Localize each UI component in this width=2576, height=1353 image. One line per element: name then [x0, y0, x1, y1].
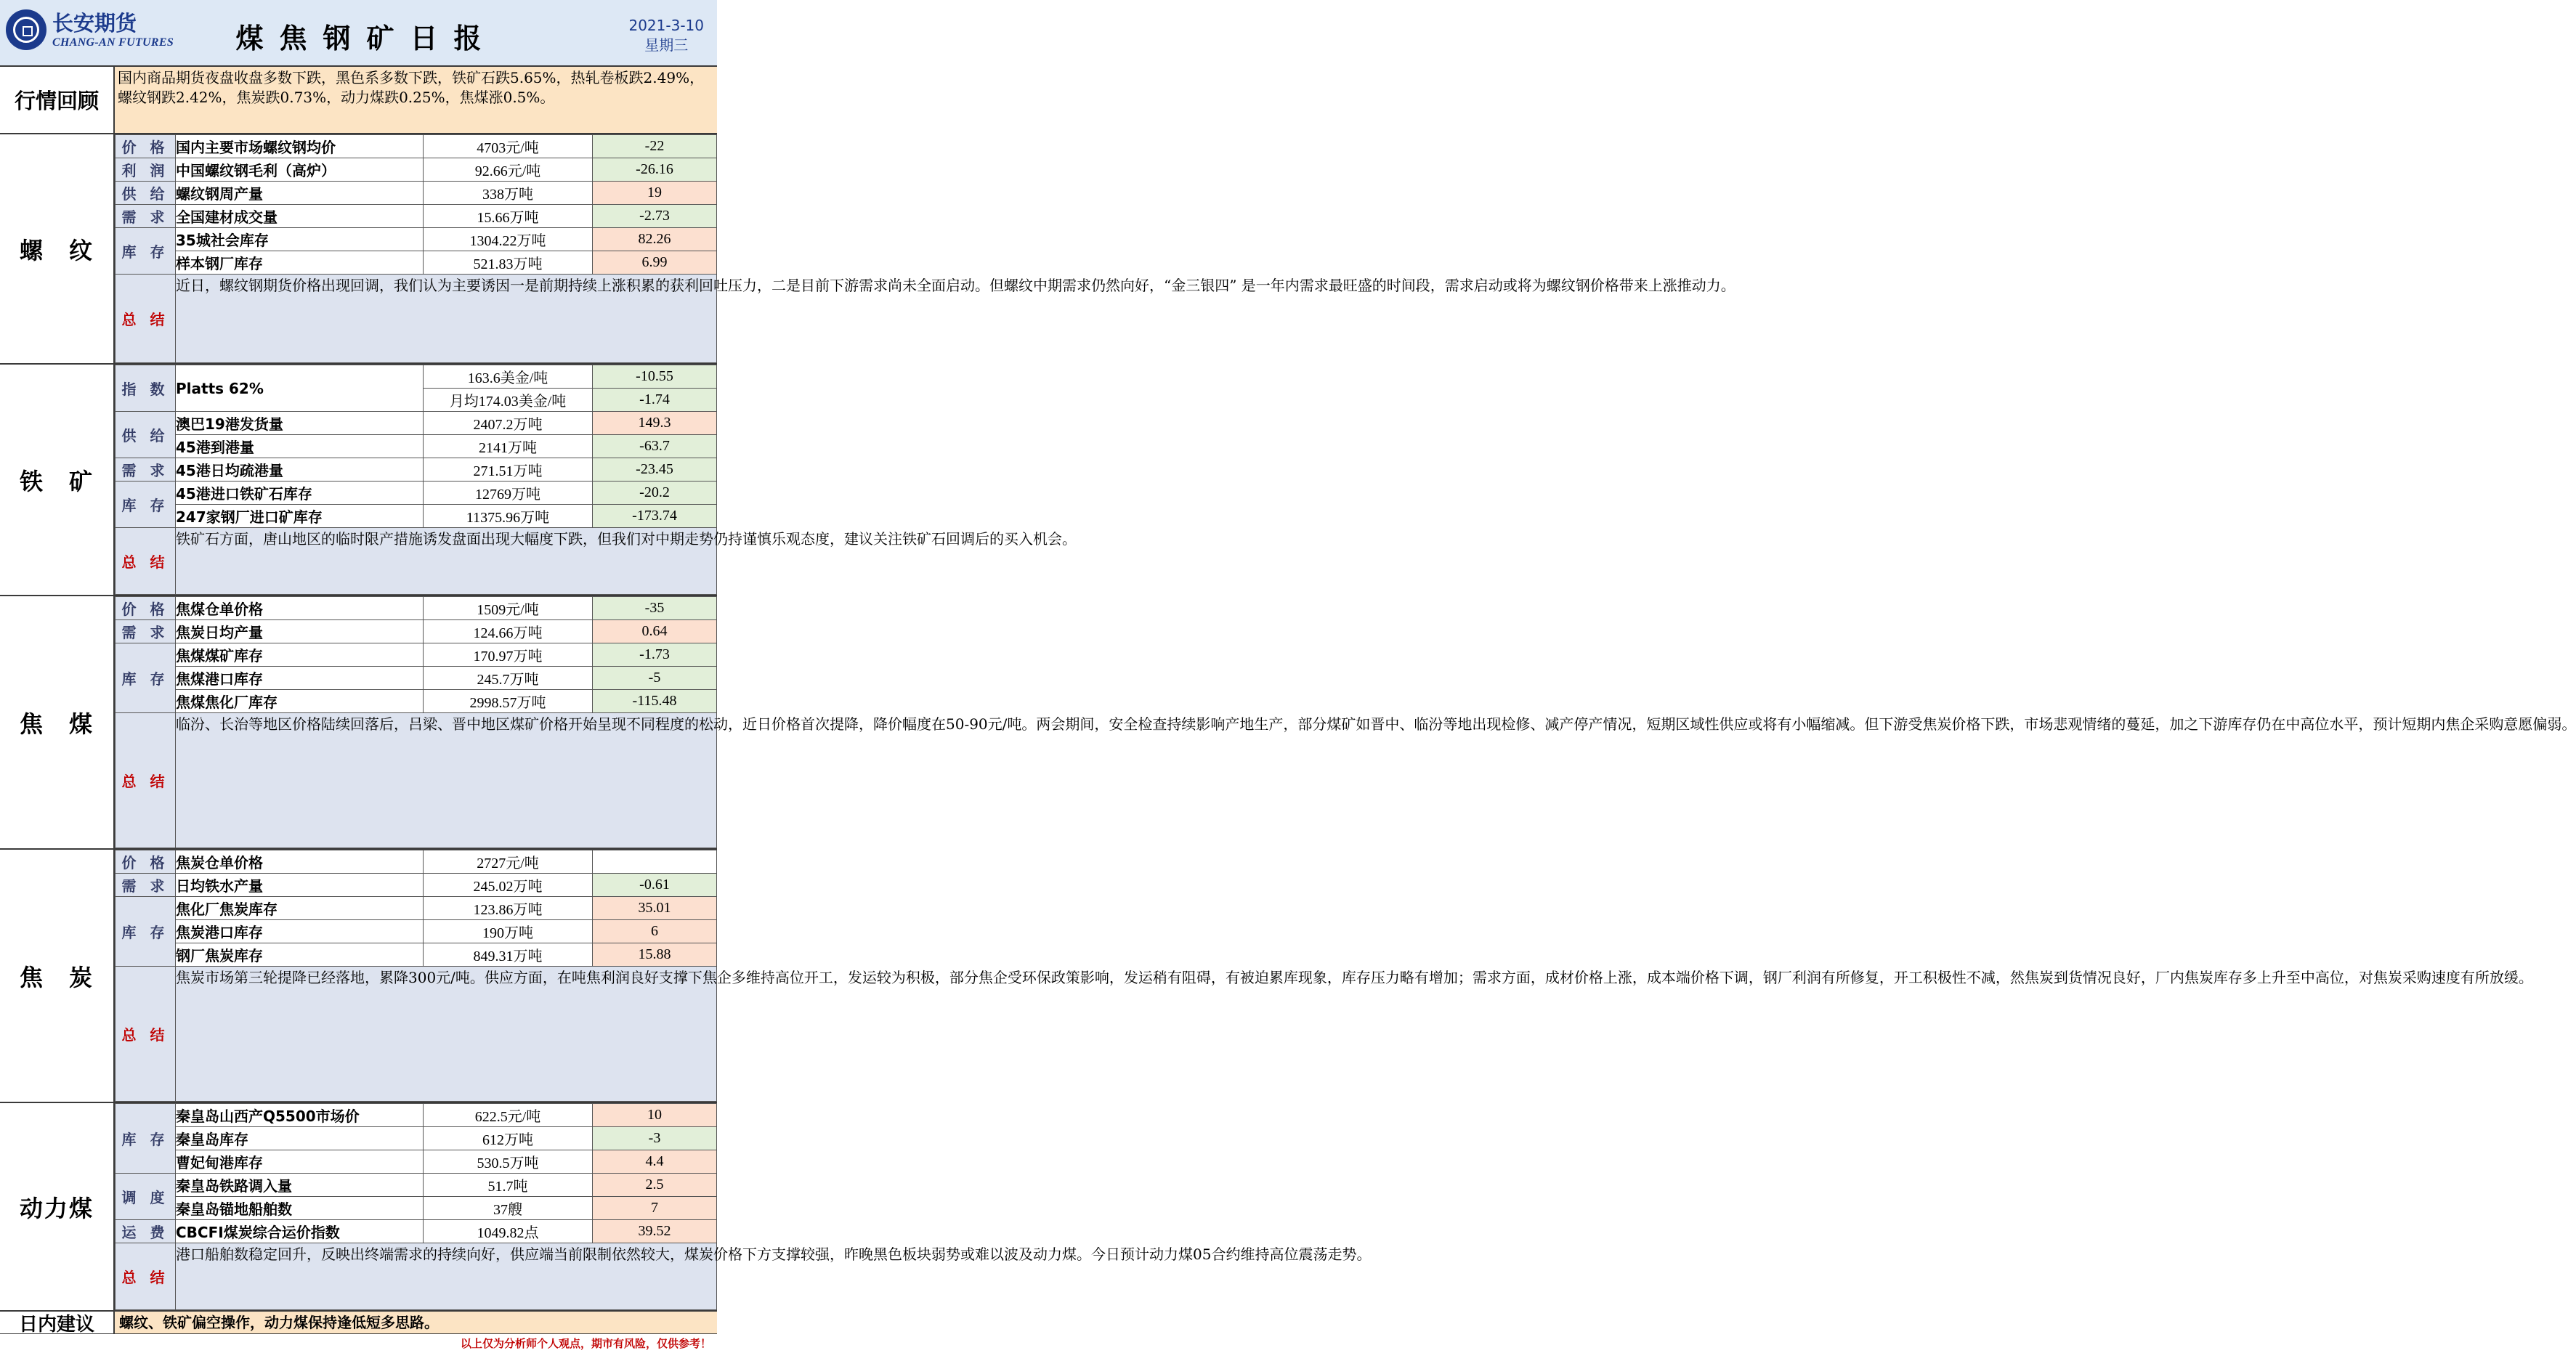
indicator-value: 12769万吨: [424, 482, 593, 505]
summary-text: 临汾、长治等地区价格陆续回落后，吕梁、晋中地区煤矿价格开始呈现不同程度的松动，近日价格首次提降，降价幅度在50-90元/吨。两会期间，安全检查持续影响产地生产，部分煤矿如晋中、临汾等地出现检修、减产停产情况，短期区域性供应或将有小幅缩减。但下游受焦炭价格下跌，市场悲观情绪的蔓延，加之下游库存仍在中高位水平，预计短期内焦企采购意愿偏弱。: [176, 713, 717, 848]
table-row: [116, 251, 717, 275]
indicator-change: 2.5: [593, 1174, 717, 1197]
weekday-text: 星期三: [644, 36, 689, 54]
market-review-label: 行情回顾: [0, 67, 115, 133]
indicator-change: -115.48: [593, 690, 717, 713]
indicator-change: -22: [593, 135, 717, 158]
indicator-name: 45港日均疏港量: [176, 458, 424, 482]
category-cell: 需 求: [116, 874, 176, 897]
indicator-change: [593, 850, 717, 874]
table-row: [116, 920, 717, 943]
indicator-change: -1.74: [593, 389, 717, 412]
category-cell: 利 润: [116, 158, 176, 182]
indicator-value: 1509元/吨: [424, 597, 593, 620]
indicator-value: 123.86万吨: [424, 897, 593, 920]
indicator-name: 焦煤煤矿库存: [176, 643, 424, 667]
indicator-name: 秦皇岛锚地船舶数: [176, 1197, 424, 1220]
indicator-change: 10: [593, 1104, 717, 1127]
indicator-name: 焦煤焦化厂库存: [176, 690, 424, 713]
indicator-change: 82.26: [593, 228, 717, 251]
intraday-advice: [0, 1312, 717, 1334]
indicator-name: 焦煤仓单价格: [176, 597, 424, 620]
indicator-value: 51.7吨: [424, 1174, 593, 1197]
indicator-change: 4.4: [593, 1150, 717, 1174]
section-rebar: [0, 134, 1735, 365]
indicator-value: 37艘: [424, 1197, 593, 1220]
indicator-change: -2.73: [593, 205, 717, 228]
section-coking-coal: [0, 596, 2576, 850]
summary-text: 铁矿石方面，唐山地区的临时限产措施诱发盘面出现大幅度下跌，但我们对中期走势仍持谨慎乐观态度，建议关注铁矿石回调后的买入机会。: [176, 528, 717, 595]
indicator-value: 2727元/吨: [424, 850, 593, 874]
category-cell: 供 给: [116, 182, 176, 205]
table-row: [116, 365, 717, 389]
indicator-change: -3: [593, 1127, 717, 1150]
indicator-change: 149.3: [593, 412, 717, 435]
indicator-name: 45港到港量: [176, 435, 424, 458]
indicator-change: 39.52: [593, 1220, 717, 1243]
indicator-change: 6: [593, 920, 717, 943]
report-header: [0, 0, 717, 67]
indicator-name: 焦炭仓单价格: [176, 850, 424, 874]
table-row: [116, 135, 717, 158]
table-row: [116, 1104, 717, 1127]
thermal-coal-table: [115, 1103, 1372, 1310]
report-title: 煤焦钢矿日报: [235, 23, 498, 54]
summary-label: 总 结: [116, 967, 176, 1102]
indicator-value: 530.5万吨: [424, 1150, 593, 1174]
indicator-name: CBCFI煤炭综合运价指数: [176, 1220, 424, 1243]
indicator-name: 35城社会库存: [176, 228, 424, 251]
coking-coal-table: [115, 596, 2576, 848]
table-row: [116, 458, 717, 482]
table-row: [116, 597, 717, 620]
summary-label: 总 结: [116, 528, 176, 595]
category-cell: 库 存: [116, 1104, 176, 1174]
indicator-name: 247家钢厂进口矿库存: [176, 505, 424, 528]
indicator-name: 中国螺纹钢毛利（高炉）: [176, 158, 424, 182]
report-date: [628, 16, 704, 55]
indicator-name: 全国建材成交量: [176, 205, 424, 228]
indicator-name: 螺纹钢周产量: [176, 182, 424, 205]
category-cell: 价 格: [116, 850, 176, 874]
indicator-change: -20.2: [593, 482, 717, 505]
indicator-name: 曹妃甸港库存: [176, 1150, 424, 1174]
table-row: [116, 943, 717, 967]
indicator-name: 澳巴19港发货量: [176, 412, 424, 435]
category-cell: 价 格: [116, 597, 176, 620]
table-row: [116, 1174, 717, 1197]
indicator-value: 170.97万吨: [424, 643, 593, 667]
summary-text: 港口船舶数稳定回升，反映出终端需求的持续向好，供应端当前限制依然较大，煤炭价格下方支撑较强，昨晚黑色板块弱势或难以波及动力煤。今日预计动力煤05合约维持高位震荡走势。: [176, 1243, 717, 1310]
indicator-value: 338万吨: [424, 182, 593, 205]
category-cell: 运 费: [116, 1220, 176, 1243]
indicator-change: 19: [593, 182, 717, 205]
table-row: [116, 412, 717, 435]
section-label: 铁 矿: [0, 365, 115, 595]
indicator-change: 35.01: [593, 897, 717, 920]
indicator-name: 焦化厂焦炭库存: [176, 897, 424, 920]
indicator-name: Platts 62%: [176, 365, 424, 412]
indicator-value: 521.83万吨: [424, 251, 593, 275]
indicator-name: 焦炭港口库存: [176, 920, 424, 943]
category-cell: 需 求: [116, 458, 176, 482]
indicator-name: 秦皇岛铁路调入量: [176, 1174, 424, 1197]
summary-row: [116, 713, 717, 848]
indicator-change: 15.88: [593, 943, 717, 967]
table-row: [116, 1220, 717, 1243]
section-thermal-coal: [0, 1103, 1372, 1312]
table-row: [116, 228, 717, 251]
table-row: [116, 897, 717, 920]
indicator-change: -23.45: [593, 458, 717, 482]
table-row: [116, 505, 717, 528]
summary-label: 总 结: [116, 1243, 176, 1310]
indicator-name: 日均铁水产量: [176, 874, 424, 897]
indicator-value: 月均174.03美金/吨: [424, 389, 593, 412]
category-cell: 调 度: [116, 1174, 176, 1220]
summary-row: [116, 528, 717, 595]
section-label: 螺 纹: [0, 134, 115, 363]
category-cell: 库 存: [116, 897, 176, 967]
iron-ore-table: [115, 365, 1077, 595]
indicator-change: -26.16: [593, 158, 717, 182]
table-row: [116, 850, 717, 874]
indicator-name: 秦皇岛山西产Q5500市场价: [176, 1104, 424, 1127]
table-row: [116, 643, 717, 667]
table-row: [116, 620, 717, 643]
section-iron-ore: [0, 365, 1077, 596]
indicator-value: 15.66万吨: [424, 205, 593, 228]
table-row: [116, 1127, 717, 1150]
indicator-change: -5: [593, 667, 717, 690]
summary-text: 焦炭市场第三轮提降已经落地，累降300元/吨。供应方面，在吨焦利润良好支撑下焦企多维持高位开工，发运较为积极，部分焦企受环保政策影响，发运稍有阻碍，有被迫累库现象，库存压力略有增加；需求方面，成材价格上涨，成本端价格下调，钢厂利润有所修复，开工积极性不减，然焦炭到货情况良好，厂内焦炭库存多上升至中高位，对焦炭采购速度有所放缓。: [176, 967, 717, 1102]
section-coke: [0, 850, 2533, 1103]
table-row: [116, 182, 717, 205]
table-row: [116, 874, 717, 897]
indicator-change: -0.61: [593, 874, 717, 897]
indicator-change: -1.73: [593, 643, 717, 667]
indicator-change: -35: [593, 597, 717, 620]
indicator-change: 7: [593, 1197, 717, 1220]
indicator-value: 1304.22万吨: [424, 228, 593, 251]
category-cell: 供 给: [116, 412, 176, 458]
section-label: 焦 煤: [0, 596, 115, 848]
indicator-value: 1049.82点: [424, 1220, 593, 1243]
summary-label: 总 结: [116, 713, 176, 848]
indicator-change: 6.99: [593, 251, 717, 275]
indicator-change: -10.55: [593, 365, 717, 389]
indicator-value: 622.5元/吨: [424, 1104, 593, 1127]
rebar-table: [115, 134, 1735, 363]
indicator-value: 2998.57万吨: [424, 690, 593, 713]
intraday-advice-label: 日内建议: [0, 1312, 115, 1333]
summary-row: [116, 967, 717, 1102]
section-label: 动力煤: [0, 1103, 115, 1310]
indicator-change: -173.74: [593, 505, 717, 528]
indicator-change: 0.64: [593, 620, 717, 643]
date-text: 2021-3-10: [628, 17, 704, 34]
indicator-name: 45港进口铁矿石库存: [176, 482, 424, 505]
table-row: [116, 690, 717, 713]
category-cell: 价 格: [116, 135, 176, 158]
summary-row: [116, 275, 717, 363]
market-review: [0, 67, 717, 134]
indicator-value: 245.7万吨: [424, 667, 593, 690]
indicator-value: 612万吨: [424, 1127, 593, 1150]
indicator-change: -63.7: [593, 435, 717, 458]
summary-row: [116, 1243, 717, 1310]
indicator-value: 2141万吨: [424, 435, 593, 458]
logo-english-name: CHANG-AN FUTURES: [52, 36, 174, 49]
category-cell: 指 数: [116, 365, 176, 412]
section-label: 焦 炭: [0, 850, 115, 1102]
indicator-name: 焦煤港口库存: [176, 667, 424, 690]
table-row: [116, 435, 717, 458]
indicator-name: 焦炭日均产量: [176, 620, 424, 643]
indicator-name: 国内主要市场螺纹钢均价: [176, 135, 424, 158]
table-row: [116, 1150, 717, 1174]
logo-chinese-name: 长安期货: [52, 11, 137, 36]
category-cell: 库 存: [116, 643, 176, 713]
indicator-value: 163.6美金/吨: [424, 365, 593, 389]
table-row: [116, 667, 717, 690]
indicator-value: 4703元/吨: [424, 135, 593, 158]
table-row: [116, 1197, 717, 1220]
disclaimer: 以上仅为分析师个人观点，期市有风险，仅供参考！: [460, 1337, 711, 1350]
coke-table: [115, 850, 2533, 1102]
indicator-value: 92.66元/吨: [424, 158, 593, 182]
market-review-text: 国内商品期货夜盘收盘多数下跌，黑色系多数下跌，铁矿石跌5.65%，热轧卷板跌2.49%，螺纹钢跌2.42%，焦炭跌0.73%，动力煤跌0.25%，焦煤涨0.5%。: [115, 67, 717, 133]
indicator-value: 849.31万吨: [424, 943, 593, 967]
indicator-name: 秦皇岛库存: [176, 1127, 424, 1150]
indicator-value: 124.66万吨: [424, 620, 593, 643]
indicator-value: 271.51万吨: [424, 458, 593, 482]
indicator-value: 245.02万吨: [424, 874, 593, 897]
category-cell: 需 求: [116, 620, 176, 643]
category-cell: 库 存: [116, 482, 176, 528]
intraday-advice-text: 螺纹、铁矿偏空操作，动力煤保持逢低短多思路。: [115, 1312, 717, 1333]
table-row: [116, 205, 717, 228]
category-cell: 需 求: [116, 205, 176, 228]
indicator-value: 2407.2万吨: [424, 412, 593, 435]
indicator-value: 11375.96万吨: [424, 505, 593, 528]
indicator-name: 样本钢厂库存: [176, 251, 424, 275]
indicator-name: 钢厂焦炭库存: [176, 943, 424, 967]
table-row: [116, 158, 717, 182]
summary-text: 近日，螺纹钢期货价格出现回调，我们认为主要诱因一是前期持续上涨积累的获利回吐压力，二是目前下游需求尚未全面启动。但螺纹中期需求仍然向好，“金三银四” 是一年内需求最旺盛的时间段，需求启动或将为螺纹钢价格带来上涨推动力。: [176, 275, 717, 363]
category-cell: 库 存: [116, 228, 176, 275]
summary-label: 总 结: [116, 275, 176, 363]
indicator-value: 190万吨: [424, 920, 593, 943]
table-row: [116, 482, 717, 505]
